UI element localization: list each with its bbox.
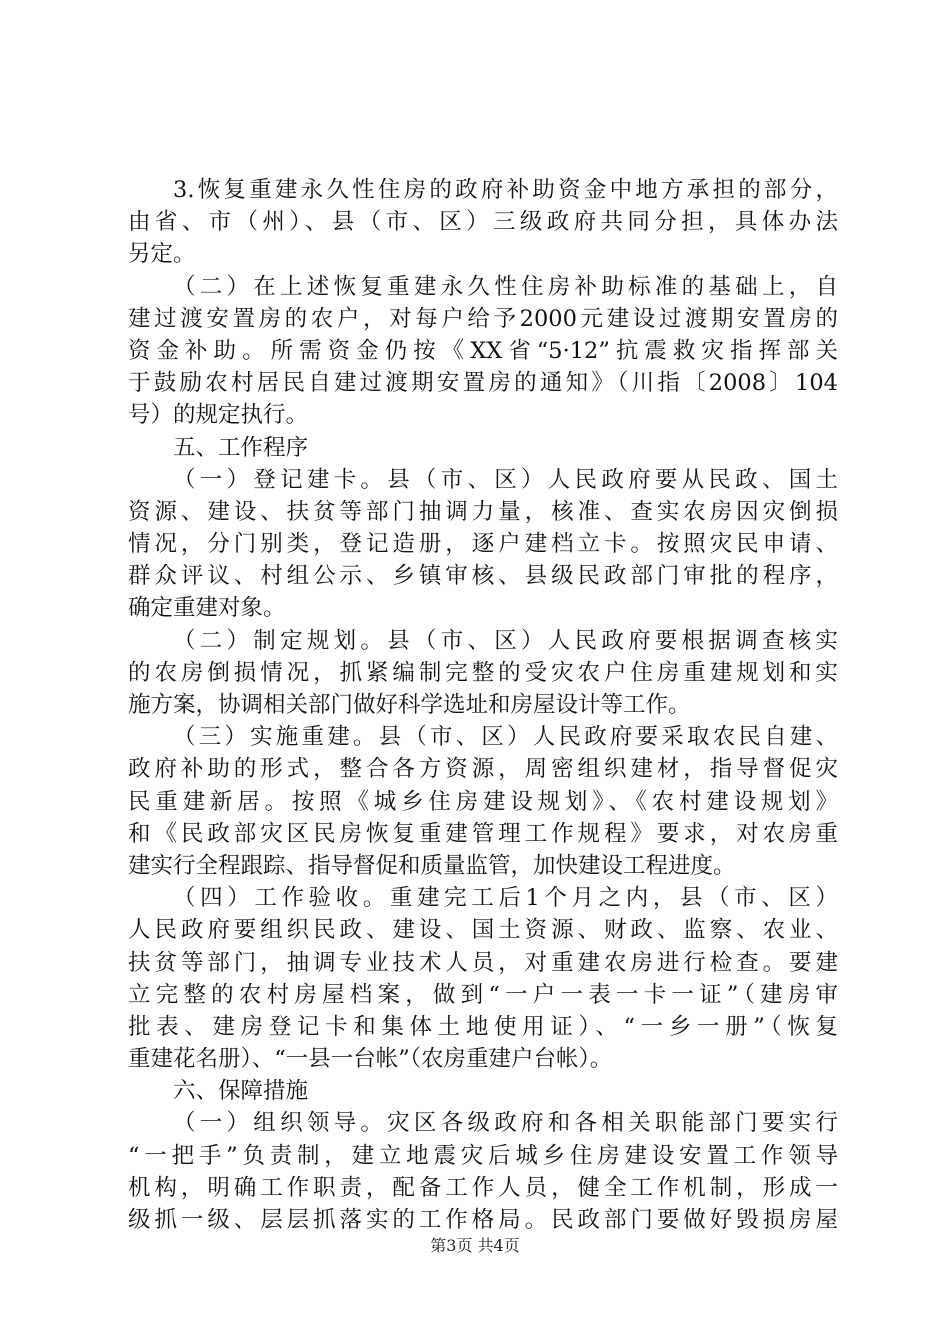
text-line: 资源、建设、扶贫等部门抽调力量，核准、查实农房因灾倒损: [128, 498, 838, 525]
text-line: 建实行全程跟踪、指导督促和质量监管，加快建设工程进度。: [128, 852, 736, 879]
page-footer: 第3页 共4页: [430, 1236, 520, 1255]
text-line: 建过渡安置房的农户，对每户给予2000元建设过渡期安置房的: [128, 305, 838, 332]
text-line: “一把手”负责制，建立地震灾后城乡住房建设安置工作领导: [128, 1142, 838, 1169]
text-line: （一）登记建卡。县（市、区）人民政府要从民政、国土: [173, 466, 838, 493]
text-line: 情况，分门别类，登记造册，逐户建档立卡。按照灾民申请、: [128, 531, 838, 558]
text-line: 重建花名册）、“一县一台帐”（农房重建户台帐）。: [128, 1046, 613, 1073]
text-line: （四）工作验收。重建完工后1个月之内，县（市、区）: [173, 885, 838, 912]
text-line: 五、工作程序: [173, 434, 309, 461]
text-line: 确定重建对象。: [128, 595, 286, 622]
text-line: 六、保障措施: [173, 1078, 309, 1105]
text-line: 资金补助。所需资金仍按《XX省“5·12”抗震救灾指挥部关: [128, 337, 838, 364]
text-line: 3.恢复重建永久性住房的政府补助资金中地方承担的部分，: [173, 177, 838, 203]
text-line: 号）的规定执行。: [128, 402, 309, 429]
text-line: 批表、建房登记卡和集体土地使用证）、“一乡一册”（恢复: [128, 1013, 838, 1040]
text-line: 政府补助的形式，整合各方资源，周密组织建材，指导督促灾: [128, 756, 838, 783]
text-line: （三）实施重建。县（市、区）人民政府要采取农民自建、: [173, 724, 838, 751]
text-line: 立完整的农村房屋档案，做到“一户一表一卡一证”（建房审: [128, 981, 838, 1008]
text-line: 另定。: [128, 241, 196, 268]
text-line: 的农房倒损情况，抓紧编制完整的受灾农户住房重建规划和实: [128, 659, 838, 686]
text-line: 人民政府要组织民政、建设、国土资源、财政、监察、农业、: [128, 917, 838, 944]
text-line: 由省、市（州）、县（市、区）三级政府共同分担，具体办法: [128, 209, 838, 236]
text-line: （一）组织领导。灾区各级政府和各相关职能部门要实行: [173, 1110, 838, 1137]
text-line: 民重建新居。按照《城乡住房建设规划》、《农村建设规划》: [128, 788, 838, 815]
text-line: （二）制定规划。县（市、区）人民政府要根据调查核实: [173, 627, 838, 654]
text-line: （二）在上述恢复重建永久性住房补助标准的基础上，自: [173, 273, 838, 300]
text-line: 施方案，协调相关部门做好科学选址和房屋设计等工作。: [128, 692, 691, 718]
text-line: 和《民政部灾区民房恢复重建管理工作规程》要求，对农房重: [128, 820, 838, 847]
text-line: 扶贫等部门，抽调专业技术人员，对重建农房进行检查。要建: [128, 949, 838, 976]
text-line: 于鼓励农村居民自建过渡期安置房的通知》（川指〔2008〕104: [128, 370, 838, 397]
text-line: 机构，明确工作职责，配备工作人员，健全工作机制，形成一: [128, 1174, 838, 1201]
text-line: 群众评议、村组公示、乡镇审核、县级民政部门审批的程序，: [128, 563, 838, 590]
text-line: 级抓一级、层层抓落实的工作格局。民政部门要做好毁损房屋: [128, 1207, 838, 1233]
document-body: [128, 174, 838, 1236]
